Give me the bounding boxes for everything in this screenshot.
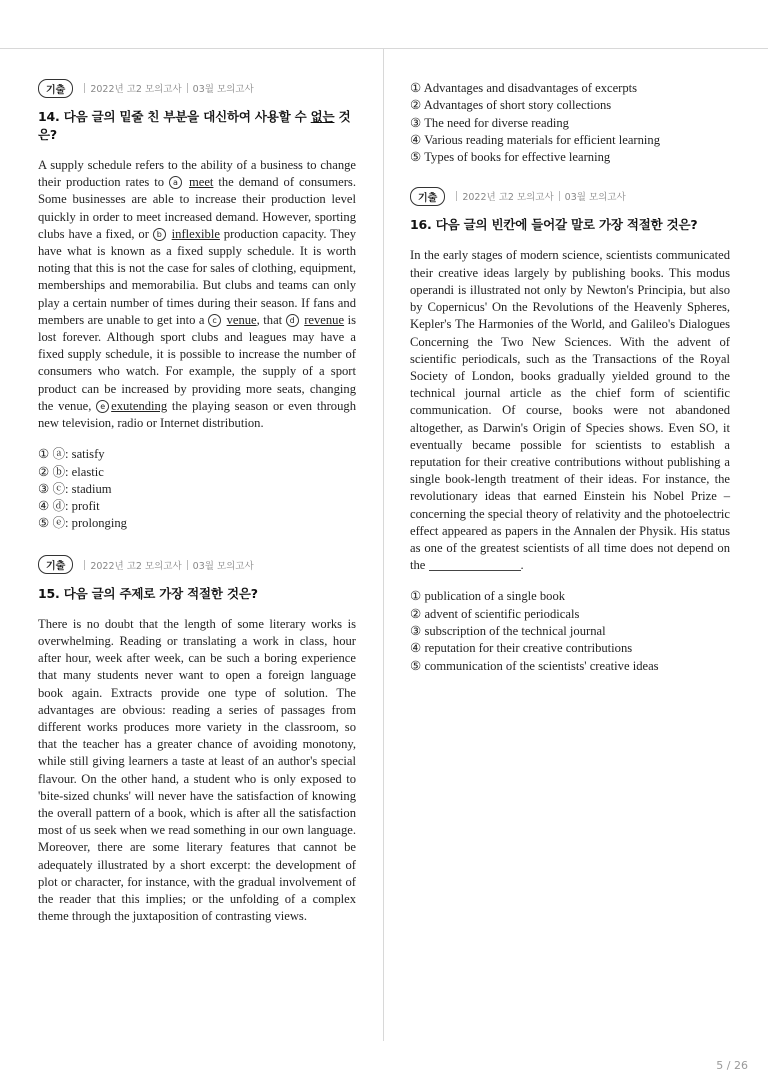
answer-option[interactable]: ⑤ ⓔ: prolonging (38, 516, 127, 531)
answer-option[interactable]: ① publication of a single book (410, 589, 566, 604)
exam-name: 03월 모의고사 (192, 84, 254, 95)
question-15 (38, 555, 356, 926)
answer-option[interactable]: ② ⓑ: elastic (38, 464, 104, 479)
answer-option[interactable]: ③ subscription of the technical journal (410, 623, 606, 638)
answer-options (410, 80, 730, 166)
title-text: 것은? (38, 109, 351, 142)
underlined-word-c: venue (226, 312, 257, 327)
question-title: 15. 다음 글의 주제로 가장 적절한 것은? (38, 585, 258, 601)
answer-option[interactable]: ① ⓐ: satisfy (38, 447, 105, 462)
marker-d: d (286, 314, 299, 327)
exam-name: 03월 모의고사 (192, 560, 254, 572)
meta-divider (187, 83, 188, 93)
answer-option[interactable]: ③ ⓒ: stadium (38, 481, 112, 496)
meta-divider (456, 191, 457, 201)
question-title (38, 107, 356, 143)
question-passage: A supply schedule refers to the ability of a business to change their production rates to a meet the demand of consumers. Some businesses are able to increase their production level quickly in order to meet increased demand. However, sporting clubs have a fixed, or b inflexible production capacity. They have what is known as a fixed supply schedule. It is worth noting that this is not the case for sales of clothing, equipment, memberships and memorabilia. But clubs and teams can only play a certain number of times during their season. If fans and members are unable to get into a c venue, that d revenue is lost forever. Although sport clubs and leagues may have a fixed supply schedule, it is possible to increase the number of consumers who watch. For example, the supply of a sport product can be increased by providing more seats, changing the venue, e exutending the playing season or even through new television, radio or Internet distribution. (38, 158, 356, 431)
past-exam-badge: 기출 (38, 555, 73, 574)
question-meta (38, 555, 356, 575)
question-meta (410, 186, 730, 206)
meta-divider (84, 560, 85, 570)
meta-divider (187, 560, 188, 570)
question-meta (38, 78, 356, 98)
answer-option[interactable]: ④ Various reading materials for efficient learning (410, 132, 661, 147)
meta-divider (84, 83, 85, 93)
answer-option[interactable]: ② Advantages of short story collections (410, 98, 612, 113)
marker-a: a (169, 176, 182, 189)
meta-divider (559, 191, 560, 201)
answer-option[interactable]: ② advent of scientific periodicals (410, 606, 580, 621)
underlined-word-d: revenue (304, 312, 345, 327)
title-text: 14. 다음 글의 밑줄 친 부분을 대신하여 사용할 수 (38, 109, 311, 124)
question-14 (38, 78, 356, 533)
marker-c: c (208, 314, 221, 327)
question-passage: In the early stages of modern science, scientists communicated their creative ideas largely by publishing books. This modus operandi is illustrated not only by Newton's Principia, but also by Copernicus' On the Revolutions of the Heavenly Spheres, Kepler's The Harmonies of the World, and Galileo's Dialogues Concerning the Two New Sciences. With the advent of scientific periodicals, such as the Transactions of the Royal Society of London, books gradually yielded ground to the technical journal article as the chief form of scientific communication. Of course, books were not abandoned altogether, as Darwin's Origin of Species shows. Even SO, it eventually became possible for scientists to establish a reputation for their creative contributions without publishing a single book-length treatment of their ideas. For instance, the revolutionary ideas that earned Einstein his Nobel Prize – concerning the special theory of relativity and the photoelectric effect appeared as papers in the Annalen der Physik. His status as one of the greatest scientists of all time does not depend on the . (410, 248, 730, 573)
marker-b: b (153, 228, 166, 241)
past-exam-badge: 기출 (410, 187, 445, 206)
answer-options (410, 588, 730, 674)
exam-name: 03월 모의고사 (564, 192, 626, 204)
marker-e: e (96, 400, 109, 413)
exam-year: 2022년 고2 모의고사 (90, 84, 182, 95)
question-passage: There is no doubt that the length of some literary works is overwhelming. Reading or translating a work in class, hour after hour, week after week, can be such a boring experience that many students never want to open a foreign language book again. Extracts provide one type of solution. The advantages are obvious: reading a series of passages from different works produces more variety in the classroom, so that the teacher has a greater chance of avoiding monotony, while still giving learners a taste at least of an author's special flavour. On the other hand, a student who is only exposed to 'bite-sized chunks' will never have the satisfaction of knowing the overall pattern of a book, which is after all the satisfaction most of us seek when we read something in our own language. Moreover, there are some literary features that cannot be adequately illustrated by a short excerpt: the development of plot or character, for instance, with the gradual involvement of the reader that this implies; or the unfolding of a complex theme through the juxtaposition of contrasting views. (38, 616, 356, 924)
header-rule (0, 48, 768, 49)
column-divider (383, 48, 384, 1041)
past-exam-badge: 기출 (38, 79, 73, 98)
answer-options (38, 446, 356, 532)
answer-option[interactable]: ⑤ Types of books for effective learning (410, 150, 611, 165)
question-16 (410, 186, 730, 674)
title-underlined: 없는 (310, 109, 335, 124)
page-number: 5 / 26 (716, 1059, 748, 1072)
answer-blank (429, 558, 521, 571)
answer-option[interactable]: ① Advantages and disadvantages of excerpts (410, 81, 638, 95)
exam-year: 2022년 고2 모의고사 (462, 192, 554, 204)
answer-option[interactable]: ⑤ communication of the scientists' creative ideas (410, 658, 659, 673)
answer-option[interactable]: ④ reputation for their creative contributions (410, 641, 633, 656)
question-title: 16. 다음 글의 빈칸에 들어갈 말로 가장 적절한 것은? (410, 217, 698, 233)
answer-option[interactable]: ④ ⓓ: profit (38, 499, 100, 514)
underlined-word-a: meet (188, 175, 214, 190)
right-column (410, 80, 730, 697)
answer-option[interactable]: ③ The need for diverse reading (410, 115, 569, 130)
underlined-word-b: inflexible (171, 226, 220, 241)
left-column (38, 78, 356, 947)
exam-year: 2022년 고2 모의고사 (90, 560, 182, 572)
underlined-word-e: exutending (111, 398, 168, 413)
